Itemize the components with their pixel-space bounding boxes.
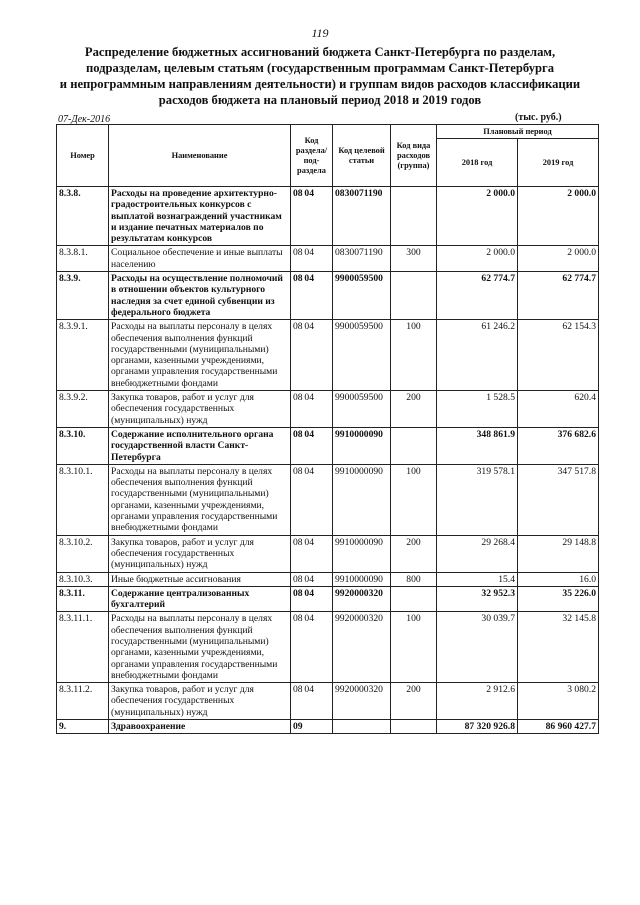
row-value-2019: 62 154.3 <box>518 320 599 391</box>
row-type-code: 200 <box>391 683 437 720</box>
row-name: Содержание централизованных бухгалтерий <box>109 586 291 612</box>
document-date: 07-Дек-2016 <box>58 114 111 125</box>
row-section-code <box>291 464 333 535</box>
row-type-code <box>391 272 437 320</box>
row-target-code: 0830071190 <box>333 187 391 246</box>
row-value-2018: 32 952.3 <box>437 586 518 612</box>
table-row <box>57 187 599 246</box>
row-section-code <box>291 535 333 572</box>
row-name: Иные бюджетные ассигнования <box>109 572 291 586</box>
row-value-2019: 16.0 <box>518 572 599 586</box>
row-value-2019: 2 000.0 <box>518 187 599 246</box>
table-row <box>57 272 599 320</box>
section-code: 08 <box>293 536 303 548</box>
subsection-code: 04 <box>304 573 314 585</box>
row-number: 8.3.11.2. <box>57 683 109 720</box>
row-name: Расходы на выплаты персоналу в целях обеспечения выполнения функций государственными (муниципальными) органами, казенными учреждениями, органами управления государственными внебюджетными фондами <box>109 320 291 391</box>
row-section-code <box>291 391 333 428</box>
row-number: 8.3.10.1. <box>57 464 109 535</box>
table-row <box>57 535 599 572</box>
row-value-2018: 2 912.6 <box>437 683 518 720</box>
subsection-code: 04 <box>304 392 314 404</box>
subsection-code: 04 <box>304 247 314 259</box>
row-name: Расходы на осуществление полномочий в отношении объектов культурного наследия за счет единой субвенции из федерального бюджета <box>109 272 291 320</box>
section-code: 08 <box>293 613 303 625</box>
row-section-code <box>291 272 333 320</box>
section-code: 08 <box>293 573 303 585</box>
row-number: 8.3.8.1. <box>57 246 109 272</box>
row-type-code <box>391 187 437 246</box>
row-number: 8.3.9.1. <box>57 320 109 391</box>
row-number: 8.3.10.3. <box>57 572 109 586</box>
row-value-2019: 2 000.0 <box>518 246 599 272</box>
section-code: 08 <box>293 587 303 599</box>
row-value-2019: 620.4 <box>518 391 599 428</box>
header-plan: Плановый период <box>437 125 599 139</box>
table-row <box>57 720 599 734</box>
row-target-code: 9910000090 <box>333 427 391 464</box>
row-target-code: 9900059500 <box>333 391 391 428</box>
row-value-2019: 347 517.8 <box>518 464 599 535</box>
row-name: Расходы на выплаты персоналу в целях обеспечения выполнения функций государственными (муниципальными) органами, казенными учреждениями, органами управления государственными внебюджетными фондами <box>109 612 291 683</box>
row-section-code <box>291 246 333 272</box>
header-section: Код раздела/ под- раздела <box>291 125 333 187</box>
row-name: Здравоохранение <box>109 720 291 734</box>
section-code: 08 <box>293 428 303 440</box>
row-target-code: 9920000320 <box>333 586 391 612</box>
row-target-code: 9900059500 <box>333 272 391 320</box>
row-name: Закупка товаров, работ и услуг для обеспечения государственных (муниципальных) нужд <box>109 535 291 572</box>
row-type-code <box>391 586 437 612</box>
header-2018: 2018 год <box>437 139 518 187</box>
section-code: 08 <box>293 321 303 333</box>
row-type-code: 800 <box>391 572 437 586</box>
row-number: 8.3.11.1. <box>57 612 109 683</box>
row-number: 8.3.10. <box>57 427 109 464</box>
table-row <box>57 320 599 391</box>
row-type-code: 100 <box>391 464 437 535</box>
table-body <box>57 187 599 734</box>
row-type-code: 200 <box>391 535 437 572</box>
subsection-code: 04 <box>304 188 314 199</box>
subsection-code: 04 <box>304 536 314 548</box>
title-line: расходов бюджета на плановый период 2018 и 2019 годов <box>158 93 482 107</box>
title-line: подразделам, целевым статьям (государственным программам Санкт-Петербурга <box>85 61 555 75</box>
subsection-code: 04 <box>304 428 314 440</box>
row-value-2019: 376 682.6 <box>518 427 599 464</box>
section-code: 09 <box>293 721 303 733</box>
row-target-code <box>333 720 391 734</box>
table-row <box>57 391 599 428</box>
table-row <box>57 246 599 272</box>
row-section-code <box>291 720 333 734</box>
section-code: 08 <box>293 392 303 404</box>
header-number: Номер <box>57 125 109 187</box>
row-section-code <box>291 320 333 391</box>
row-section-code <box>291 612 333 683</box>
row-value-2018: 87 320 926.8 <box>437 720 518 734</box>
section-code: 08 <box>293 188 303 199</box>
row-value-2018: 1 528.5 <box>437 391 518 428</box>
section-code: 08 <box>293 247 303 259</box>
row-value-2019: 86 960 427.7 <box>518 720 599 734</box>
row-name: Расходы на выплаты персоналу в целях обеспечения выполнения функций государственными (муниципальными) органами, казенными учреждениями, органами управления государственными внебюджетными фондами <box>109 464 291 535</box>
section-code: 08 <box>293 465 303 477</box>
row-number: 9. <box>57 720 109 734</box>
table-row <box>57 683 599 720</box>
row-value-2018: 348 861.9 <box>437 427 518 464</box>
row-target-code: 0830071190 <box>333 246 391 272</box>
page-number: 119 <box>311 26 329 40</box>
header-name: Наименование <box>109 125 291 187</box>
row-target-code: 9910000090 <box>333 535 391 572</box>
table-row <box>57 612 599 683</box>
table-row <box>57 586 599 612</box>
row-section-code <box>291 586 333 612</box>
title-line: Распределение бюджетных ассигнований бюджета Санкт-Петербурга по разделам, <box>84 45 556 59</box>
subsection-code: 04 <box>304 613 314 625</box>
row-name: Содержание исполнительного органа государственной власти Санкт-Петербурга <box>109 427 291 464</box>
row-value-2018: 29 268.4 <box>437 535 518 572</box>
subsection-code: 04 <box>304 273 314 285</box>
row-value-2018: 30 039.7 <box>437 612 518 683</box>
document-title <box>40 44 600 108</box>
row-value-2018: 62 774.7 <box>437 272 518 320</box>
row-value-2019: 3 080.2 <box>518 683 599 720</box>
row-type-code: 200 <box>391 391 437 428</box>
subsection-code: 04 <box>304 587 314 599</box>
budget-table <box>56 124 599 734</box>
row-value-2019: 62 774.7 <box>518 272 599 320</box>
header-2019: 2019 год <box>518 139 599 187</box>
row-value-2019: 29 148.8 <box>518 535 599 572</box>
row-number: 8.3.9. <box>57 272 109 320</box>
row-value-2019: 35 226.0 <box>518 586 599 612</box>
row-section-code <box>291 427 333 464</box>
row-name: Закупка товаров, работ и услуг для обеспечения государственных (муниципальных) нужд <box>109 683 291 720</box>
row-number: 8.3.9.2. <box>57 391 109 428</box>
table-row <box>57 572 599 586</box>
row-type-code: 300 <box>391 246 437 272</box>
section-code: 08 <box>293 684 303 696</box>
row-type-code <box>391 720 437 734</box>
row-target-code: 9910000090 <box>333 464 391 535</box>
subsection-code: 04 <box>304 321 314 333</box>
row-section-code <box>291 572 333 586</box>
section-code: 08 <box>293 273 303 285</box>
row-value-2018: 2 000.0 <box>437 246 518 272</box>
row-number: 8.3.8. <box>57 187 109 246</box>
header-type: Код вида расходов (группа) <box>391 125 437 187</box>
row-number: 8.3.10.2. <box>57 535 109 572</box>
row-type-code <box>391 427 437 464</box>
row-number: 8.3.11. <box>57 586 109 612</box>
units-label: (тыс. руб.) <box>515 112 562 123</box>
row-name: Социальное обеспечение и иные выплаты населению <box>109 246 291 272</box>
row-type-code: 100 <box>391 320 437 391</box>
table-row <box>57 427 599 464</box>
row-name: Закупка товаров, работ и услуг для обеспечения государственных (муниципальных) нужд <box>109 391 291 428</box>
row-value-2019: 32 145.8 <box>518 612 599 683</box>
row-target-code: 9920000320 <box>333 683 391 720</box>
row-value-2018: 319 578.1 <box>437 464 518 535</box>
row-section-code <box>291 187 333 246</box>
row-target-code: 9900059500 <box>333 320 391 391</box>
row-value-2018: 2 000.0 <box>437 187 518 246</box>
subsection-code: 04 <box>304 684 314 696</box>
subsection-code: 04 <box>304 465 314 477</box>
row-type-code: 100 <box>391 612 437 683</box>
row-target-code: 9910000090 <box>333 572 391 586</box>
header-target: Код целевой статьи <box>333 125 391 187</box>
title-line: и непрограммным направлениям деятельности) и группам видов расходов классификации <box>59 77 581 91</box>
row-section-code <box>291 683 333 720</box>
row-target-code: 9920000320 <box>333 612 391 683</box>
row-value-2018: 61 246.2 <box>437 320 518 391</box>
row-value-2018: 15.4 <box>437 572 518 586</box>
table-row <box>57 464 599 535</box>
row-name: Расходы на проведение архитектурно-градостроительных конкурсов с выплатой вознаграждений участникам и издание печатных материалов по результатам конкурсов <box>109 187 291 246</box>
